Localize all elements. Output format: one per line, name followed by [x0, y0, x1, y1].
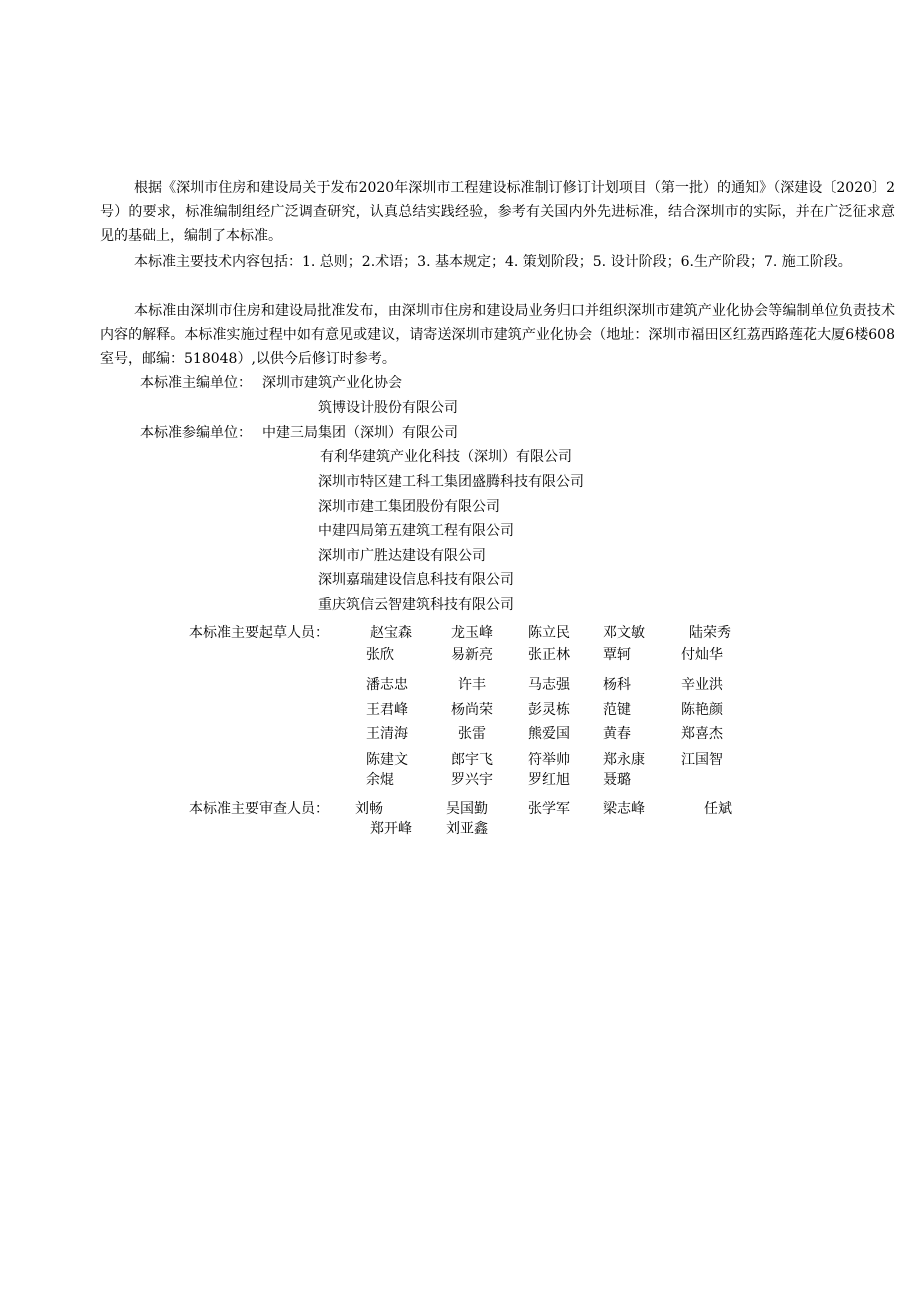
participating-unit-item: 中建三局集团（深圳）有限公司 — [262, 425, 458, 441]
drafter-name: 龙玉峰 — [451, 625, 493, 641]
participating-unit-item: 深圳市特区建工科工集团盛腾科技有限公司 — [318, 474, 584, 490]
participating-unit-item: 深圳市建工集团股份有限公司 — [318, 499, 500, 515]
chief-unit-item: 深圳市建筑产业化协会 — [262, 375, 402, 391]
drafter-name: 陈立民 — [528, 625, 570, 641]
participating-units-label: 本标准参编单位： — [140, 425, 252, 441]
drafter-name: 王君峰 — [366, 702, 408, 718]
drafter-name: 聂璐 — [603, 772, 631, 788]
drafter-name: 余焜 — [366, 772, 394, 788]
drafter-name: 杨科 — [603, 677, 631, 693]
drafter-name: 赵宝森 — [370, 625, 412, 641]
drafter-name: 陆荣秀 — [689, 625, 731, 641]
drafters-label: 本标准主要起草人员： — [189, 625, 329, 641]
participating-unit-item: 有利华建筑产业化科技（深圳）有限公司 — [320, 449, 572, 465]
reviewer-name: 郑开峰 — [370, 821, 412, 837]
drafter-name: 辛业洪 — [681, 677, 723, 693]
participating-unit-item: 深圳嘉瑞建设信息科技有限公司 — [318, 572, 514, 588]
reviewer-name: 刘亚鑫 — [446, 821, 488, 837]
reviewer-name: 张学军 — [528, 801, 570, 817]
reviewer-name: 吴国勤 — [446, 801, 488, 817]
drafter-name: 邓文敏 — [603, 625, 645, 641]
drafter-name: 马志强 — [528, 677, 570, 693]
participating-unit-item: 中建四局第五建筑工程有限公司 — [318, 523, 514, 539]
drafter-name: 张正林 — [528, 647, 570, 663]
drafter-name: 罗兴宇 — [451, 772, 493, 788]
drafter-name: 王清海 — [366, 726, 408, 742]
drafter-name: 陈建文 — [366, 752, 408, 768]
participating-unit-item: 深圳市广胜达建设有限公司 — [318, 548, 486, 564]
drafter-name: 张欣 — [366, 647, 394, 663]
drafter-name: 符举帅 — [528, 752, 570, 768]
drafter-name: 罗红旭 — [528, 772, 570, 788]
intro-paragraph-3: 本标准由深圳市住房和建设局批准发布，由深圳市住房和建设局业务归口并组织深圳市建筑产业化协会等编制单位负责技术内容的解释。本标准实施过程中如有意见或建议，请寄送深圳市建筑产业化协会（地址：深圳市福田区红荔西路莲花大厦6楼608室号，邮编：518048）,以供今后修订时参考。 — [100, 303, 895, 367]
drafter-name: 潘志忠 — [366, 677, 408, 693]
drafter-name: 郎宇飞 — [451, 752, 493, 768]
drafter-name: 易新亮 — [451, 647, 493, 663]
drafter-name: 江国智 — [681, 752, 723, 768]
drafter-name: 彭灵栋 — [528, 702, 570, 718]
drafter-name: 范键 — [603, 702, 631, 718]
drafter-name: 陈艳颜 — [681, 702, 723, 718]
drafter-name: 许丰 — [458, 677, 486, 693]
reviewer-name: 任斌 — [704, 801, 732, 817]
intro-paragraph-2: 本标准主要技术内容包括：1. 总则；2.术语；3. 基本规定；4. 策划阶段；5. 设计阶段；6.生产阶段；7. 施工阶段。 — [134, 254, 852, 270]
reviewer-name: 梁志峰 — [603, 801, 645, 817]
chief-unit-item: 筑博设计股份有限公司 — [318, 400, 458, 416]
intro-paragraph-1: 根据《深圳市住房和建设局关于发布2020年深圳市工程建设标准制订修订计划项目（第一批）的通知》（深建设〔2020〕2号）的要求，标准编制组经广泛调查研究，认真总结实践经验，参考有关国内外先进标准，结合深圳市的实际，并在广泛征求意见的基础上，编制了本标准。 — [100, 180, 895, 244]
drafter-name: 郑永康 — [603, 752, 645, 768]
reviewers-label: 本标准主要审查人员： — [189, 801, 329, 817]
drafter-name: 张雷 — [458, 726, 486, 742]
drafter-name: 付灿华 — [681, 647, 723, 663]
reviewer-name: 刘畅 — [355, 801, 383, 817]
drafter-name: 熊爱国 — [528, 726, 570, 742]
participating-unit-item: 重庆筑信云智建筑科技有限公司 — [318, 597, 514, 613]
chief-units-label: 本标准主编单位： — [140, 375, 252, 391]
drafter-name: 杨尚荣 — [451, 702, 493, 718]
drafter-name: 郑喜杰 — [681, 726, 723, 742]
drafter-name: 黄春 — [603, 726, 631, 742]
drafter-name: 覃轲 — [603, 647, 631, 663]
